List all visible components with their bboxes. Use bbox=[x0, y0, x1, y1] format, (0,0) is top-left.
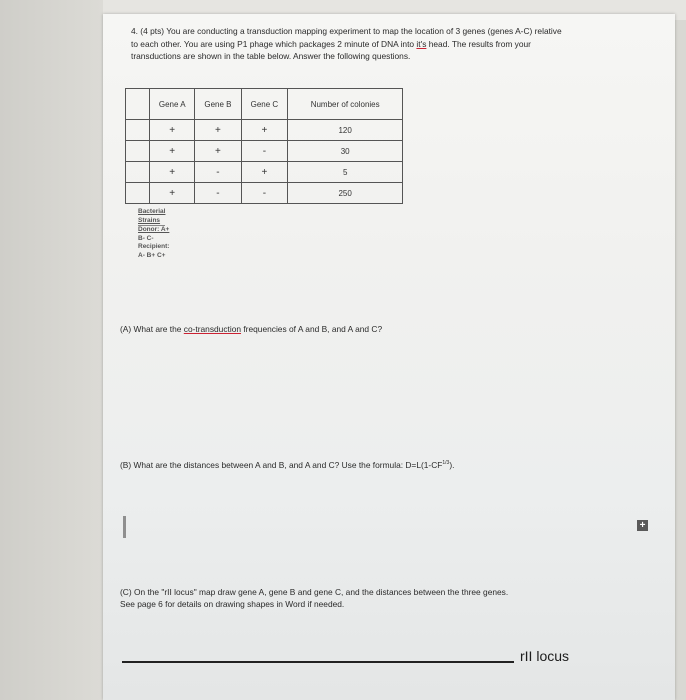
table-row bbox=[126, 183, 403, 204]
table-spacer-cell bbox=[126, 141, 150, 162]
cell-gene-c: - bbox=[241, 141, 288, 162]
cell-gene-b: + bbox=[195, 141, 241, 162]
question-part-a: (A) What are the co-transduction frequencies of A and B, and A and C? bbox=[120, 324, 383, 334]
cell-gene-a: + bbox=[150, 120, 195, 141]
header-colonies: Number of colonies bbox=[288, 89, 403, 120]
question-intro: 4. (4 pts) You are conducting a transduction mapping experiment to map the location of 3 genes (genes A-C) relative to each other. You are using P1 phage which packages 2 minute of DNA into it's head. The results from your transductions are shown in the table below. Answer the following questions. bbox=[131, 26, 562, 61]
cell-colonies: 30 bbox=[288, 141, 403, 162]
recipient-label: Recipient: bbox=[138, 243, 170, 250]
results-table bbox=[125, 88, 403, 204]
cell-gene-a: + bbox=[150, 141, 195, 162]
table-header-row bbox=[126, 89, 403, 120]
text-cursor[interactable] bbox=[123, 516, 126, 538]
question-part-b: (B) What are the distances between A and B, and A and C? Use the formula: $D=L(1-CF^{1/3})$. bbox=[120, 459, 455, 470]
add-plus-icon[interactable]: + bbox=[637, 520, 648, 531]
header-gene-b: Gene B bbox=[195, 89, 241, 120]
question-part-c: (C) On the "rII locus" map draw gene A, gene B and gene C, and the distances between the three genes. See page 6 for details on drawing shapes in Word if needed. bbox=[120, 587, 509, 609]
table-spacer-cell bbox=[126, 183, 150, 204]
cell-gene-c: + bbox=[241, 162, 288, 183]
table-row bbox=[126, 141, 403, 162]
cell-gene-a: + bbox=[150, 162, 195, 183]
table-row bbox=[126, 162, 403, 183]
table-row bbox=[126, 120, 403, 141]
table-spacer-cell bbox=[126, 162, 150, 183]
cell-gene-b: + bbox=[195, 120, 241, 141]
recipient-genotype: A- B+ C+ bbox=[138, 251, 166, 259]
header-gene-a: Gene A bbox=[150, 89, 195, 120]
cell-gene-b: - bbox=[195, 183, 241, 204]
rll-locus-line bbox=[122, 661, 514, 663]
strains-title: Bacterial Strains bbox=[138, 208, 165, 226]
cell-gene-c: - bbox=[241, 183, 288, 204]
table-spacer-cell bbox=[126, 89, 150, 120]
cell-colonies: 250 bbox=[288, 183, 403, 204]
header-gene-c: Gene C bbox=[241, 89, 288, 120]
rll-locus-label: rII locus bbox=[520, 648, 570, 664]
cell-colonies: 5 bbox=[288, 162, 403, 183]
cell-gene-c: + bbox=[241, 120, 288, 141]
table-spacer-cell bbox=[126, 120, 150, 141]
donor-label: Donor: A+ bbox=[138, 226, 170, 233]
bacterial-strains-note bbox=[138, 208, 169, 260]
desk-background bbox=[0, 0, 103, 700]
cell-gene-b: - bbox=[195, 162, 241, 183]
donor-genotype: B- C- bbox=[138, 234, 154, 242]
cell-gene-a: + bbox=[150, 183, 195, 204]
cell-colonies: 120 bbox=[288, 120, 403, 141]
